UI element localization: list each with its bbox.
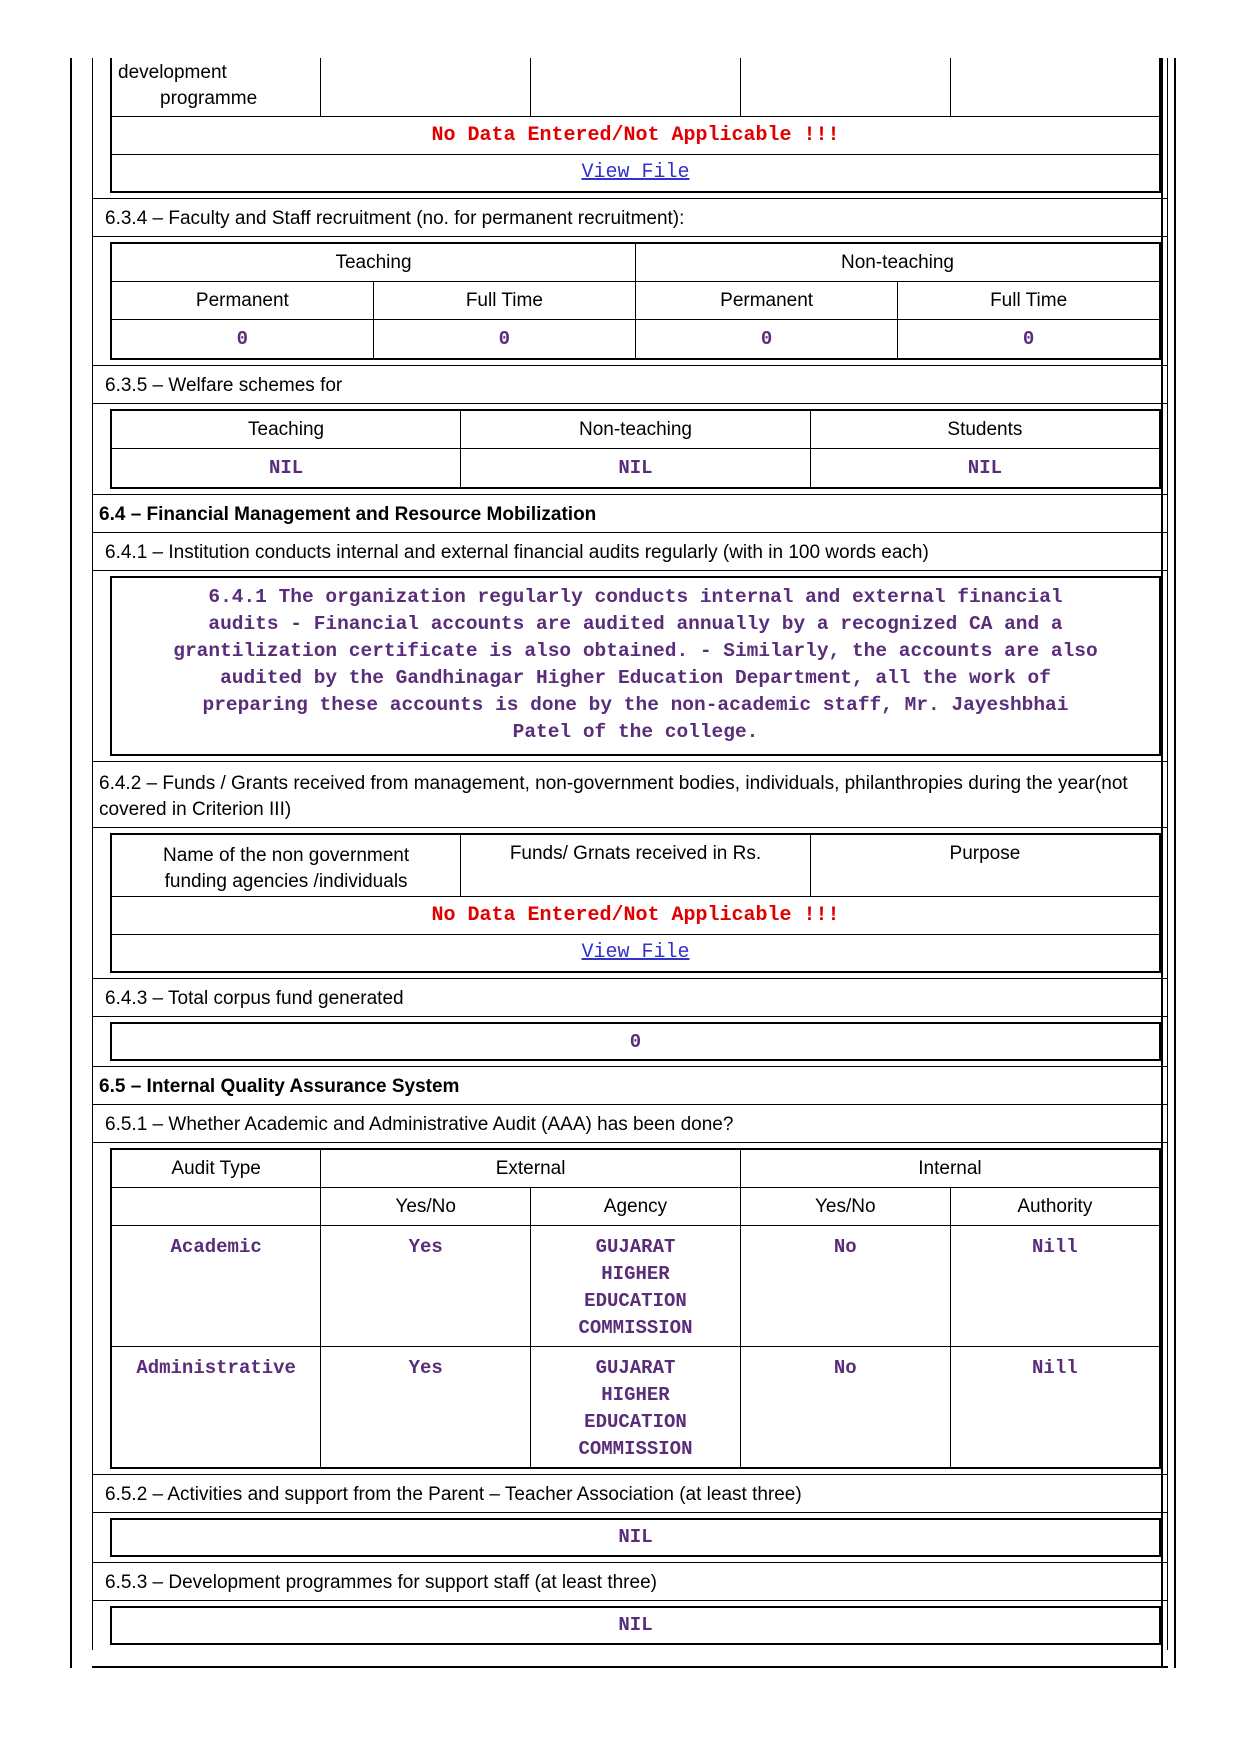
internal-yes-no: No xyxy=(740,1347,950,1468)
section-6-5-2-label: 6.5.2 – Activities and support from the Parent – Teacher Association (at least three) xyxy=(92,1475,1168,1513)
external-yes-no: Yes xyxy=(321,1226,531,1347)
audit-text-line: preparing these accounts is done by the non-academic staff, Mr. Jayeshbhai xyxy=(202,694,1069,716)
authority-cell: Nill xyxy=(950,1347,1160,1468)
non-teaching-header: Non-teaching xyxy=(636,243,1161,282)
no-data-message: No Data Entered/Not Applicable !!! xyxy=(111,116,1160,154)
section-6-4-3-body xyxy=(92,1017,1168,1067)
audit-text-line: 6.4.1 The organization regularly conducts internal and external financial xyxy=(208,586,1063,608)
audit-description xyxy=(110,576,1161,756)
sub-header: Permanent xyxy=(111,282,373,320)
section-6-3-4-body xyxy=(92,237,1168,366)
agency-line: HIGHER xyxy=(601,1384,670,1406)
corpus-table xyxy=(110,1022,1161,1061)
agency-line: COMMISSION xyxy=(578,1317,693,1339)
sub-header: Full Time xyxy=(898,282,1160,320)
audit-text-line: audits - Financial accounts are audited annually by a recognized CA and a xyxy=(208,613,1063,635)
partial-row-label xyxy=(111,58,321,116)
partial-cell xyxy=(531,58,741,116)
funds-header-amount: Funds/ Grnats received in Rs. xyxy=(461,834,811,896)
sub-header: Permanent xyxy=(636,282,898,320)
agency-cell xyxy=(531,1226,741,1347)
funds-table xyxy=(110,833,1161,973)
welfare-header: Teaching xyxy=(111,410,461,449)
welfare-value: NIL xyxy=(461,449,811,489)
support-staff-value: NIL xyxy=(111,1607,1160,1644)
section-6-5-3-label: 6.5.3 – Development programmes for support staff (at least three) xyxy=(92,1563,1168,1601)
section-6-5-title: 6.5 – Internal Quality Assurance System xyxy=(92,1067,1168,1105)
agency-cell xyxy=(531,1347,741,1468)
authority-cell: Nill xyxy=(950,1226,1160,1347)
section-6-4-2-label: 6.4.2 – Funds / Grants received from management, non-government bodies, individuals, philanthropies during the year(not covered in Criterion III) xyxy=(92,762,1168,828)
blank-header xyxy=(111,1188,321,1226)
sub-header: Full Time xyxy=(373,282,635,320)
welfare-value: NIL xyxy=(111,449,461,489)
section-6-4-2-body xyxy=(92,828,1168,979)
recruitment-table xyxy=(110,242,1161,360)
partial-label-line1: development xyxy=(118,61,227,83)
agency-line: GUJARAT xyxy=(595,1236,676,1258)
value-cell: 0 xyxy=(111,320,373,360)
agency-line: HIGHER xyxy=(601,1263,670,1285)
value-cell: 0 xyxy=(636,320,898,360)
aaa-table xyxy=(110,1148,1161,1469)
sub-header: Yes/No xyxy=(321,1188,531,1226)
audit-type-cell: Administrative xyxy=(111,1347,321,1468)
audit-text-line: audited by the Gandhinagar Higher Education Department, all the work of xyxy=(220,667,1051,689)
external-yes-no: Yes xyxy=(321,1347,531,1468)
partial-cell xyxy=(950,58,1160,116)
partial-label-line2: programme xyxy=(160,87,258,109)
audit-type-cell: Academic xyxy=(111,1226,321,1347)
page-left-border xyxy=(70,58,72,1668)
section-6-3-4-label: 6.3.4 – Faculty and Staff recruitment (no. for permanent recruitment): xyxy=(92,199,1168,237)
sub-header: Yes/No xyxy=(740,1188,950,1226)
agency-line: GUJARAT xyxy=(595,1357,676,1379)
section-6-5-1-body xyxy=(92,1143,1168,1475)
funds-header-name: Name of the non government funding agencies /individuals xyxy=(111,834,461,896)
view-file-cell xyxy=(111,154,1160,192)
section-6-4-3-label: 6.4.3 – Total corpus fund generated xyxy=(92,979,1168,1017)
funds-header-purpose: Purpose xyxy=(810,834,1160,896)
view-file-link[interactable]: View File xyxy=(581,941,690,965)
agency-line: COMMISSION xyxy=(578,1438,693,1460)
section-6-3-5-label: 6.3.5 – Welfare schemes for xyxy=(92,366,1168,404)
support-staff-table xyxy=(110,1606,1161,1645)
value-cell: 0 xyxy=(898,320,1160,360)
welfare-table xyxy=(110,409,1161,489)
welfare-header: Non-teaching xyxy=(461,410,811,449)
section-6-3-5-body xyxy=(92,404,1168,495)
agency-line: EDUCATION xyxy=(584,1411,687,1433)
value-cell: 0 xyxy=(373,320,635,360)
section-6-4-title: 6.4 – Financial Management and Resource Mobilization xyxy=(92,495,1168,533)
section-6-5-2-body xyxy=(92,1513,1168,1563)
section-6-5-3-body xyxy=(92,1601,1168,1650)
pta-value: NIL xyxy=(111,1519,1160,1556)
external-header: External xyxy=(321,1149,741,1188)
agency-line: EDUCATION xyxy=(584,1290,687,1312)
sub-header: Authority xyxy=(950,1188,1160,1226)
section-6-4-1-body xyxy=(92,571,1168,762)
welfare-header: Students xyxy=(810,410,1160,449)
page-bottom-border xyxy=(92,1666,1168,1668)
audit-type-header: Audit Type xyxy=(111,1149,321,1188)
corpus-value: 0 xyxy=(111,1023,1160,1060)
partial-cell xyxy=(321,58,531,116)
top-partial-table xyxy=(110,58,1161,193)
internal-yes-no: No xyxy=(740,1226,950,1347)
top-table-container xyxy=(92,58,1168,199)
section-6-5-1-label: 6.5.1 – Whether Academic and Administrative Audit (AAA) has been done? xyxy=(92,1105,1168,1143)
page-right-border-outer xyxy=(1174,58,1176,1668)
welfare-value: NIL xyxy=(810,449,1160,489)
audit-text-line: grantilization certificate is also obtained. - Similarly, the accounts are also xyxy=(173,640,1098,662)
audit-text-line: Patel of the college. xyxy=(512,721,759,743)
no-data-message: No Data Entered/Not Applicable !!! xyxy=(111,896,1160,934)
pta-table xyxy=(110,1518,1161,1557)
view-file-link[interactable]: View File xyxy=(581,161,690,185)
partial-cell xyxy=(740,58,950,116)
sub-header: Agency xyxy=(531,1188,741,1226)
report-frame xyxy=(92,58,1168,1650)
section-6-4-1-label: 6.4.1 – Institution conducts internal and external financial audits regularly (with in 100 words each) xyxy=(92,533,1168,571)
teaching-header: Teaching xyxy=(111,243,636,282)
internal-header: Internal xyxy=(740,1149,1160,1188)
view-file-cell xyxy=(111,934,1160,972)
